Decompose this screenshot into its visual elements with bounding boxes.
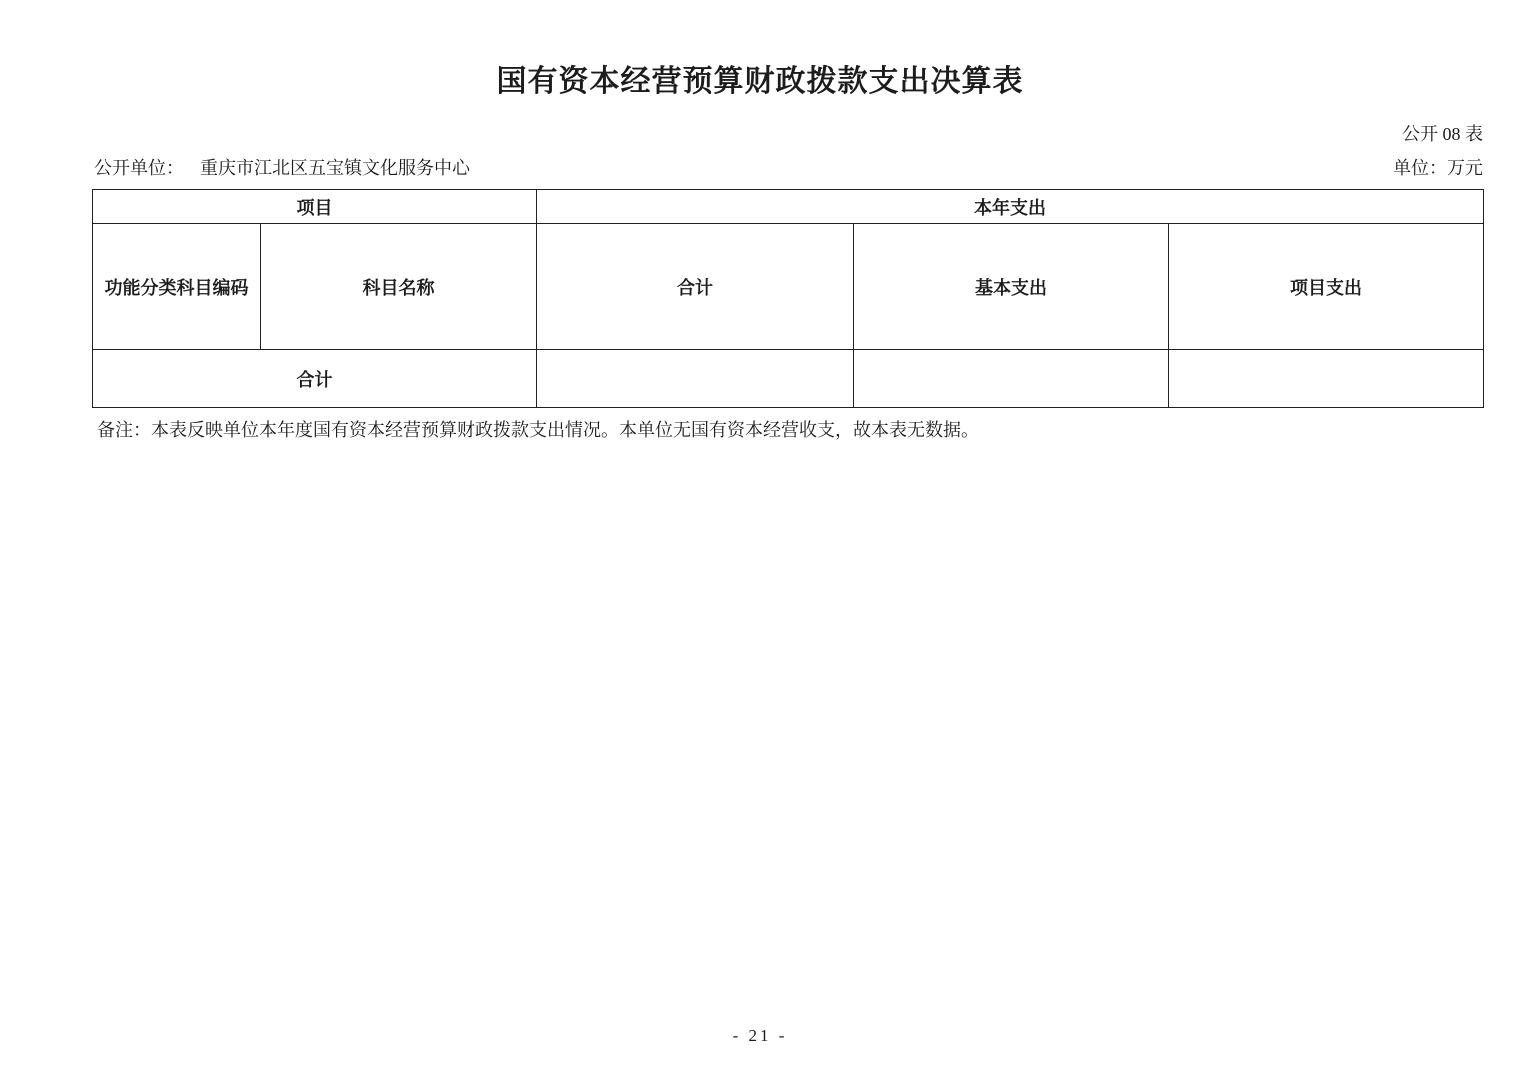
row-total-label: 合计 [93, 350, 537, 408]
table-row-total [93, 350, 1484, 408]
unit-label: 公开单位： [94, 158, 184, 178]
column-header-total: 合计 [537, 224, 854, 350]
cell-basic-expenditure-value [854, 350, 1169, 408]
column-header-row [93, 224, 1484, 350]
note-text: 备注：本表反映单位本年度国有资本经营预算财政拨款支出情况。本单位无国有资本经营收支，故本表无数据。 [97, 420, 979, 440]
unit-line [94, 154, 1483, 180]
page-title: 国有资本经营预算财政拨款支出决算表 [496, 65, 1024, 98]
expenditure-table [92, 189, 1484, 408]
group-header-current-year-expenditure: 本年支出 [537, 190, 1484, 224]
table-code-label: 公开 08 表 [1402, 124, 1483, 144]
column-header-function-code: 功能分类科目编码 [93, 224, 261, 350]
meta-section [94, 120, 1483, 180]
publishing-unit [94, 154, 470, 180]
column-header-subject-name: 科目名称 [261, 224, 537, 350]
cell-total-value [537, 350, 854, 408]
column-header-project-expenditure: 项目支出 [1169, 224, 1484, 350]
cell-project-expenditure-value [1169, 350, 1484, 408]
column-header-basic-expenditure: 基本支出 [854, 224, 1169, 350]
page-number: - 21 - [732, 1026, 788, 1045]
currency-unit-label: 单位：万元 [1393, 158, 1483, 178]
unit-name: 重庆市江北区五宝镇文化服务中心 [200, 158, 470, 178]
group-header-project: 项目 [93, 190, 537, 224]
group-header-row [93, 190, 1484, 224]
